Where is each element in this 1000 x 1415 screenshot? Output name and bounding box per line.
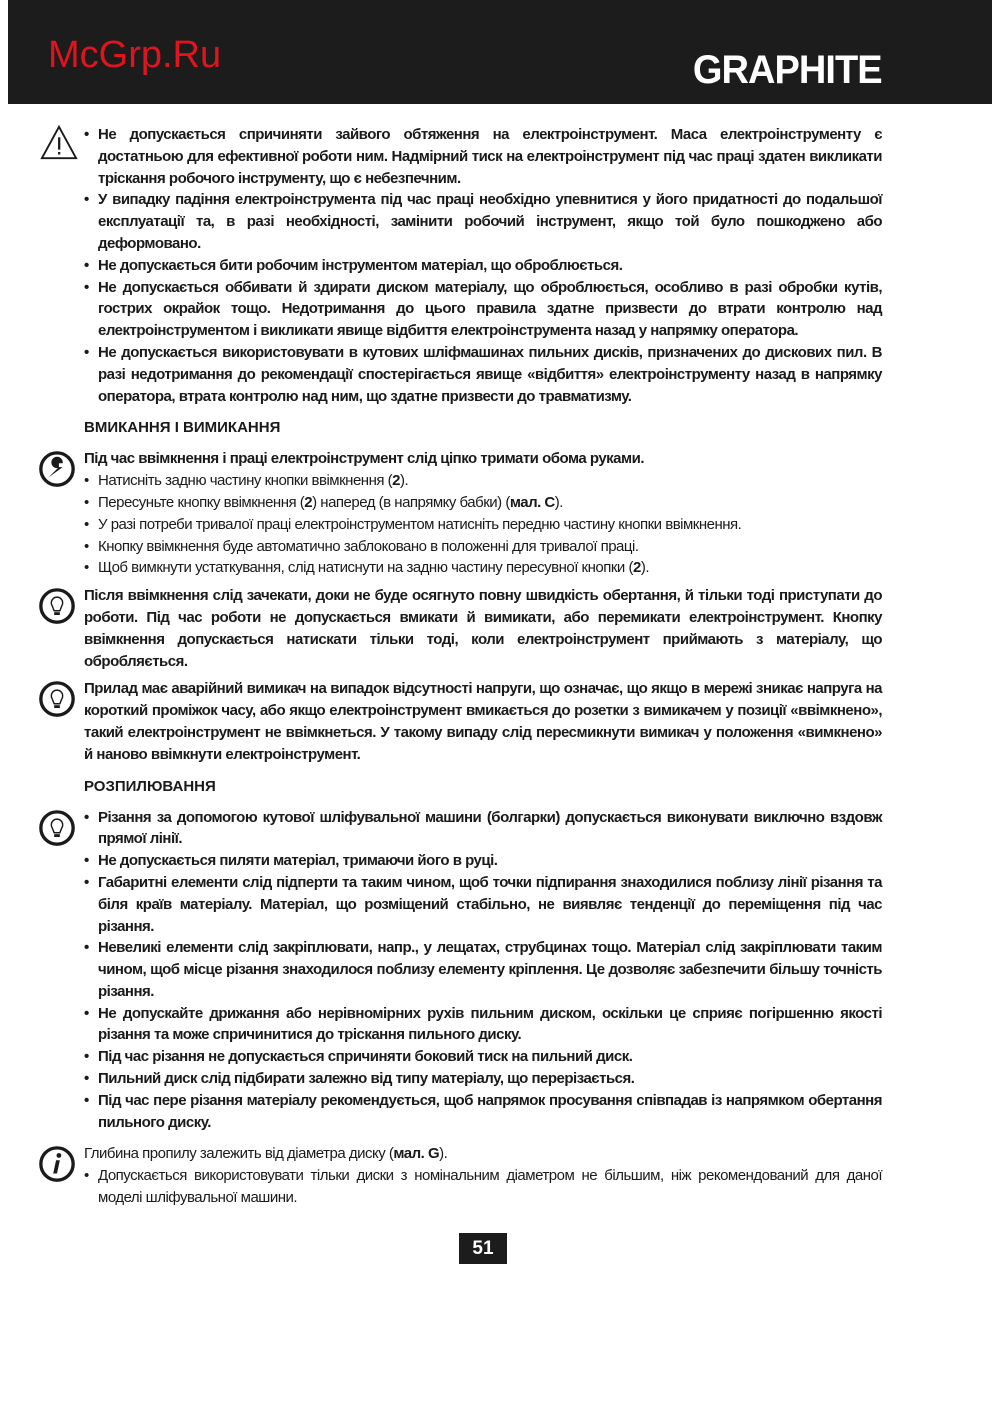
operation-step: • Щоб вимкнути устаткування, слід натиснути на задню частину пересувної кнопки (2). [84, 557, 882, 579]
cutting-bullet: • Під час різання не допускається спричиняти боковий тиск на пильний диск. [84, 1046, 882, 1068]
tip-block [84, 678, 882, 765]
page-header [8, 0, 992, 104]
cutting-bullet: • Не допускається пиляти матеріал, тримаючи його в руці. [84, 850, 882, 872]
warning-block [84, 124, 882, 407]
cutting-bullet: • Не допускайте дрижання або нерівномірних рухів пильним диском, оскільки це сприяє погіршенню якості різання та може спричинитися до тріскання пильного диску. [84, 1003, 882, 1047]
info-text: Глибина пропилу залежить від діаметра диску (мал. G). [84, 1145, 448, 1163]
warning-bullet: • У випадку падіння електроінструмента під час праці необхідно упевнитися у його придатності до подальшої експлуатації та, в разі необхідності, замінити робочий інструмент, якщо той було пошкоджено або деформовано. [84, 189, 882, 254]
operation-block [84, 448, 882, 579]
page-number: 51 [459, 1233, 507, 1264]
cutting-bullet: • Невеликі елементи слід закріплювати, напр., у лещатах, струбцинах тощо. Матеріал слід закріплювати таким чином, щоб місце різання знаходилося поблизу елементу кріплення. Це дозволяє забезпечити більшу точність різання. [84, 937, 882, 1002]
cutting-bullet: • Різання за допомогою кутової шліфувальної машини (болгарки) допускається виконувати виключно вздовж прямої лінії. [84, 807, 882, 851]
operation-step: • У разі потреби тривалої праці електроінструментом натисніть передню частину кнопки ввімкнення. [84, 514, 882, 536]
page-content [84, 124, 882, 1284]
lightbulb-icon [38, 809, 76, 847]
info-icon [38, 1145, 76, 1183]
section-heading: РОЗПИЛЮВАННЯ [84, 777, 216, 795]
tip-block [84, 585, 882, 672]
warning-triangle-icon [40, 124, 78, 162]
info-bullet: • Допускається використовувати тільки диски з номінальним діаметром не більшим, ніж рекомендований для даної моделі шліфувальної машини. [84, 1165, 882, 1209]
tip-text: Після ввімкнення слід зачекати, доки не буде осягнуто повну швидкість обертання, й тільки тоді приступати до роботи. Під час роботи не допускається вмикати й вимикати, або перемикати електроінструмент. Кнопку ввімкнення допускається натискати тільки тоді, коли електроінструмент приймають з матеріалу, що обробляється. [84, 587, 882, 670]
warning-bullet: • Не допускається оббивати й здирати диском матеріалу, що оброблюється, особливо в разі обробки кутів, гострих окрайок тощо. Недотримання до цього правила здатне призвести до втрати контролю над електроінструментом і викликати явище відбиття електроінструмента назад у напрямку оператора. [84, 277, 882, 342]
operation-step: • Пересуньте кнопку ввімкнення (2) наперед (в напрямку бабки) (мал. C). [84, 492, 882, 514]
cutting-bullet: • Під час пере різання матеріалу рекомендується, щоб напрямок просування співпадав із напрямком обертання пильного диску. [84, 1090, 882, 1134]
operation-step: • Кнопку ввімкнення буде автоматично заблоковано в положенні для тривалої праці. [84, 536, 882, 558]
warning-bullet: • Не допускається бити робочим інструментом матеріал, що оброблюється. [84, 255, 882, 277]
cutting-bullet: • Габаритні елементи слід підперти та таким чином, щоб точки підпирання знаходилися поблизу лінії різання та біля країв матеріалу. Матеріал, що розміщений стабільно, не виявляє тенденції до переміщення під час різання. [84, 872, 882, 937]
warning-bullet: • Не допускається використовувати в кутових шліфмашинах пильних дисків, призначених до дискових пил. В разі недотримання до рекомендації спостерігається явище «відбиття» електроінструменту назад в напрямку оператора, втрата контролю над ним, що здатне призвести до травматизму. [84, 342, 882, 407]
operation-step: • Натисніть задню частину кнопки ввімкнення (2). [84, 470, 882, 492]
lightbulb-icon [38, 587, 76, 625]
section-heading: ВМИКАННЯ І ВИМИКАННЯ [84, 419, 281, 437]
tip-text: Прилад має аварійний вимикач на випадок відсутності напруги, що означає, що якщо в мережі зникає напруга на короткий проміжок часу, або якщо електроінструмент вмикається до розетки з вимикачем у позиції «ввімкнено», такий електроінструмент не ввімкнеться. У такому випаду слід пересмикнути вимикач у положення «вимкнено» й наново ввімкнути електроінструмент. [84, 680, 882, 763]
warning-bullet: • Не допускається спричиняти зайвого обтяження на електроінструмент. Маса електроінструменту є достатньою для ефективної роботи ним. Надмірний тиск на електроінструмент під час праці здатен викликати тріскання робочого інструменту, що є небезпечним. [84, 124, 882, 189]
brand-logo: GRAPHITE [693, 48, 882, 92]
wrench-icon [38, 450, 76, 488]
watermark: McGrp.Ru [48, 34, 222, 76]
cutting-block [84, 807, 882, 1134]
lightbulb-icon [38, 680, 76, 718]
info-block [84, 1143, 882, 1208]
operation-lead: Під час ввімкнення і праці електроінструмент слід ціпко тримати обома руками. [84, 450, 645, 468]
cutting-bullet: • Пильний диск слід підбирати залежно від типу матеріалу, що перерізається. [84, 1068, 882, 1090]
